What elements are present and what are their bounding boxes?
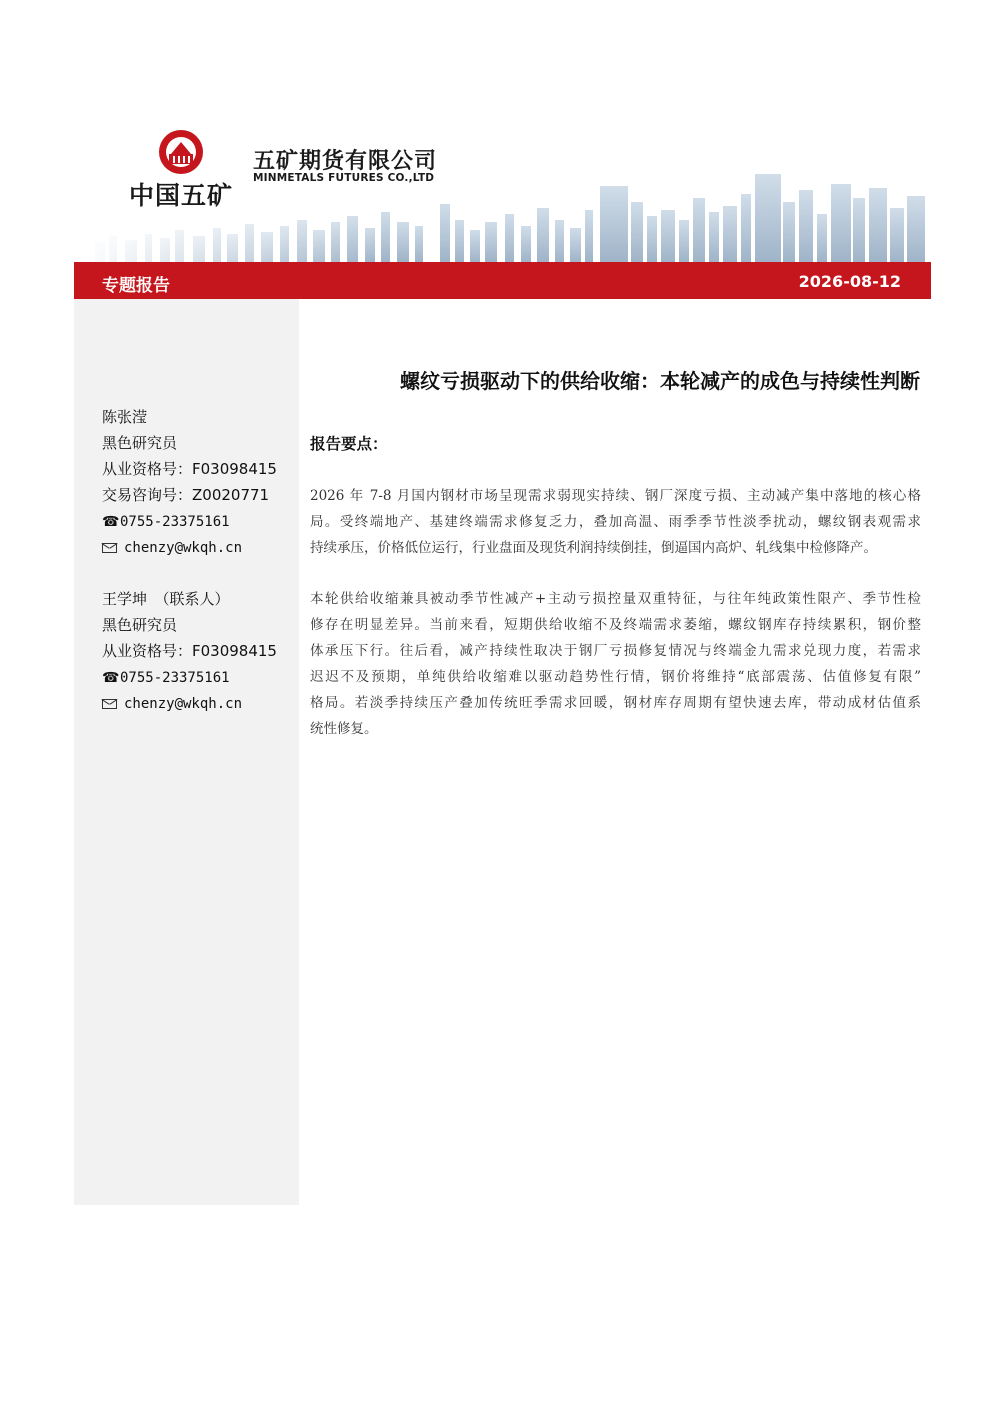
company-name-cn: 五矿期货有限公司 — [253, 149, 438, 174]
phone-icon: ☎ — [102, 514, 120, 530]
report-date: 2026-08-12 — [798, 272, 901, 291]
author-name: 陈张滢 — [102, 408, 148, 426]
minmetals-emblem-logo — [157, 128, 205, 176]
author-email-row — [102, 534, 297, 560]
author-qualification-number: 从业资格号：F03098415 — [102, 460, 277, 478]
mail-icon — [102, 543, 117, 553]
author-phone-row — [102, 664, 297, 690]
paragraph-line: 体承压下行。往后看，减产持续性取决于钢厂亏损修复情况与终端金九需求兑现力度，若需求 — [310, 643, 921, 659]
paragraph-line: 持续承压，价格低位运行，行业盘面及现货利润持续倒挂，倒逼国内高炉、轧线集中检修降产。 — [310, 540, 877, 556]
author-email[interactable]: chenzy@wkqh.cn — [124, 540, 243, 556]
mail-icon — [102, 699, 117, 709]
author-role: 黑色研究员 — [102, 616, 178, 634]
report-title: 螺纹亏损驱动下的供给收缩：本轮减产的成色与持续性判断 — [400, 369, 920, 393]
paragraph-line: 修存在明显差异。当前来看，短期供给收缩不及终端需求萎缩，螺纹钢库存持续累积，钢价整 — [310, 617, 921, 633]
key-points-paragraph-1 — [310, 483, 921, 561]
brand-name-cn: 中国五矿 — [129, 181, 234, 210]
paragraph-line: 2026 年 7-8 月国内钢材市场呈现需求弱现实持续、钢厂深度亏损、主动减产集中落地的核心格 — [310, 488, 921, 504]
author-phone: 0755-23375161 — [120, 514, 230, 530]
phone-icon: ☎ — [102, 670, 120, 686]
author-phone: 0755-23375161 — [120, 670, 230, 686]
company-name-en: MINMETALS FUTURES CO.,LTD — [253, 172, 435, 184]
key-points-paragraph-2 — [310, 586, 921, 742]
paragraph-line: 格局。若淡季持续压产叠加传统旺季需求回暖，钢材库存周期有望快速去库，带动成材估值系 — [310, 695, 921, 711]
author-name: 王学坤 （联系人） — [102, 590, 230, 608]
report-header — [0, 0, 992, 262]
author-card-1 — [102, 404, 297, 560]
author-phone-row — [102, 508, 297, 534]
author-role: 黑色研究员 — [102, 434, 178, 452]
author-email-row — [102, 690, 297, 716]
author-consulting-number: 交易咨询号：Z0020771 — [102, 486, 270, 504]
author-sidebar — [74, 299, 299, 1205]
author-qualification-number: 从业资格号：F03098415 — [102, 642, 277, 660]
paragraph-line: 局。受终端地产、基建终端需求修复乏力，叠加高温、雨季季节性淡季扰动，螺纹钢表观需求 — [310, 514, 921, 530]
author-email[interactable]: chenzy@wkqh.cn — [124, 696, 243, 712]
author-card-2 — [102, 586, 297, 716]
report-type-label: 专题报告 — [102, 276, 170, 296]
key-points-heading: 报告要点： — [310, 435, 388, 453]
paragraph-line: 统性修复。 — [310, 721, 378, 737]
report-type-banner — [74, 262, 931, 299]
paragraph-line: 本轮供给收缩兼具被动季节性减产+主动亏损控量双重特征，与往年纯政策性限产、季节性检 — [310, 591, 921, 607]
paragraph-line: 迟迟不及预期，单纯供给收缩难以驱动趋势性行情，钢价将维持“底部震荡、估值修复有限” — [310, 669, 921, 685]
